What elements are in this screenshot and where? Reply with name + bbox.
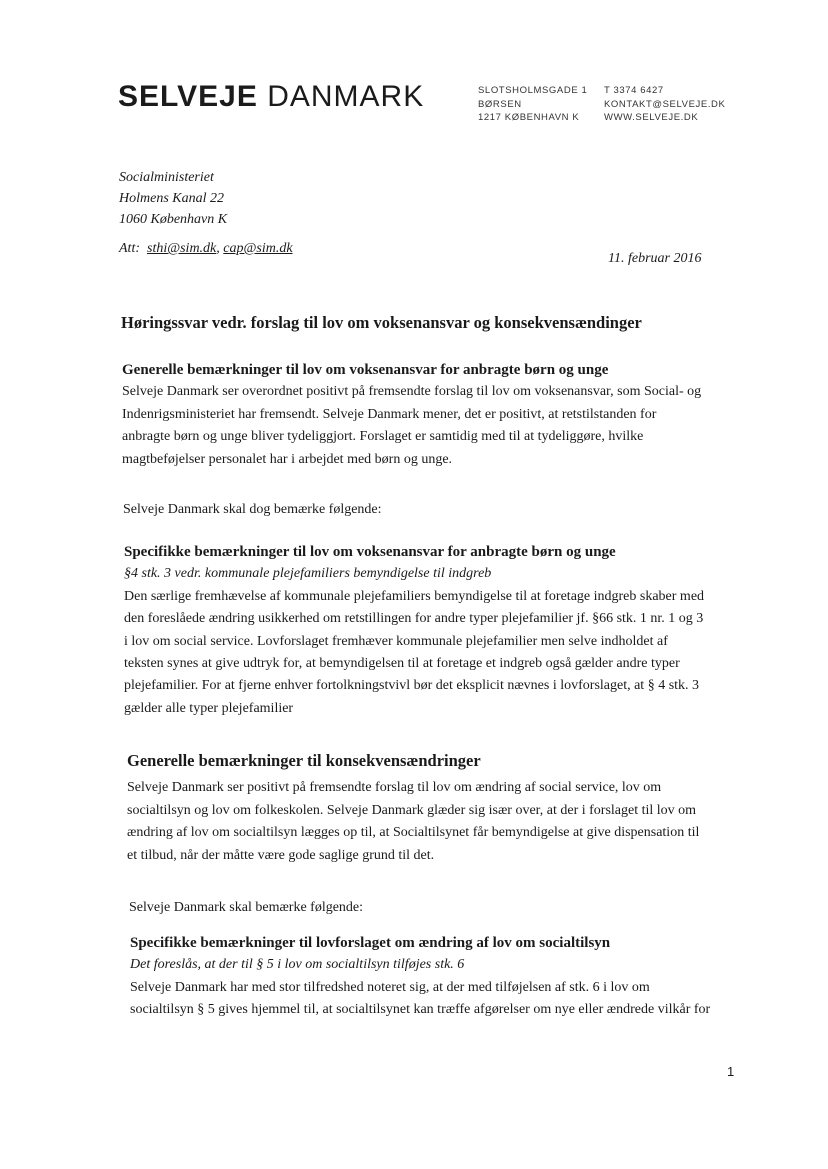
paragraph-line: socialtilsyn og lov om folkeskolen. Selveje Danmark glæder sig især over, at der i forslaget til lov om [127, 802, 697, 818]
section-heading: Generelle bemærkninger til konsekvensændringer [127, 751, 481, 770]
paragraph-line: socialtilsyn § 5 gives hjemmel til, at socialtilsynet kan træffe afgørelser om nye eller ændrede vilkår for [130, 1002, 711, 1018]
paragraph-line: Selveje Danmark ser overordnet positivt på fremsendte forslag til lov om voksenansvar, som Social- og [122, 384, 702, 400]
section-heading: Specifikke bemærkninger til lovforslaget om ændring af lov om socialtilsyn [130, 935, 611, 951]
logo-bold-text: SELVEJE [118, 80, 258, 113]
paragraph-line: et tilbud, når der måtte være gode saglige grund til det. [127, 847, 435, 863]
section-subheading: §4 stk. 3 vedr. kommunale plejefamiliers bemyndigelse til indgreb [124, 566, 492, 582]
section-general-remarks [122, 359, 742, 471]
letter-date: 11. februar 2016 [608, 251, 702, 266]
address-line: SLOTSHOLMSGADE 1 [478, 85, 588, 96]
recipient-line: Socialministeriet [119, 170, 214, 185]
address-line: BØRSEN [478, 98, 522, 110]
section-subheading: Det foreslås, at der til § 5 i lov om socialtilsyn tilføjes stk. 6 [130, 957, 465, 973]
paragraph-line: ændring af lov om socialtilsyn lægges op til, at Socialtilsynet får bemyndigelse at give dispensation til [127, 825, 700, 841]
paragraph-line: plejefamilier. For at fjerne enhver fortolkningstvivl bør det eksplicit nævnes i lovforslaget, at § 4 stk. 3 [124, 678, 700, 694]
paragraph-line: Selveje Danmark har med stor tilfredshed noteret sig, at der med tilføjelsen af stk. 6 i lov om [130, 979, 650, 995]
section-note: Selveje Danmark skal bemærke følgende: [129, 900, 364, 915]
section-heading: Generelle bemærkninger til lov om voksenansvar for anbragte børn og unge [122, 362, 609, 378]
contact-phone: T 3374 6427 [604, 85, 664, 96]
recipient-line: Holmens Kanal 22 [119, 191, 224, 206]
att-email-link[interactable]: cap@sim.dk [223, 241, 293, 256]
paragraph-line: Selveje Danmark ser positivt på fremsendte forslag til lov om ændring af social service, lov om [127, 780, 662, 796]
paragraph-line: gælder alle typer plejefamilier [124, 700, 294, 716]
contact-website[interactable]: WWW.SELVEJE.DK [604, 112, 699, 123]
paragraph-line: den foreslåede ændring usikkerhed om retstillingen for andre typer plejefamilier jf. §66 stk. 1 nr. 1 og 3 [124, 611, 704, 627]
att-email-link[interactable]: sthi@sim.dk [147, 241, 217, 256]
recipient-line: 1060 København K [119, 212, 228, 227]
att-label: Att: [119, 241, 140, 256]
paragraph-line: magtbeføjelser personalet har i arbejdet med børn og unge. [122, 451, 453, 467]
attention-line [119, 241, 293, 257]
paragraph-line: teksten synes at give udtryk for, at bemyndigelsen til at foretage et indgreb også gælder andre typer [124, 656, 680, 672]
section-consequential-general [127, 750, 747, 867]
address-line: 1217 KØBENHAVN K [478, 112, 580, 123]
contact-email[interactable]: KONTAKT@SELVEJE.DK [604, 98, 726, 110]
section-specific-remarks [124, 541, 744, 720]
paragraph-line: Indenrigsministeriet har fremsendt. Selveje Danmark mener, det er positivt, at retstilstanden for [122, 406, 657, 422]
page-number: 1 [727, 1064, 735, 1079]
address-block [478, 84, 587, 125]
section-heading: Specifikke bemærkninger til lov om voksenansvar for anbragte børn og unge [124, 544, 616, 560]
section-note: Selveje Danmark skal dog bemærke følgende: [123, 502, 382, 517]
paragraph-line: anbragte børn og unge bliver tydeliggjort. Forslaget er samtidig med til at tydeliggøre, hvilke [122, 429, 644, 445]
att-separator: , [216, 241, 220, 256]
paragraph-line: i lov om social service. Lovforslaget fremhæver kommunale plejefamilier men selve indholdet af [124, 633, 668, 649]
logo-light-text: DANMARK [267, 80, 425, 113]
document-title: Høringssvar vedr. forslag til lov om voksenansvar og konsekvensændinger [121, 313, 642, 332]
organization-logo [118, 80, 424, 114]
contact-block [604, 84, 725, 125]
paragraph-line: Den særlige fremhævelse af kommunale plejefamiliers bemyndigelse til at foretage indgreb skaber med [124, 588, 705, 604]
recipient-address [119, 167, 227, 230]
section-socialtilsyn-specific [130, 932, 750, 1022]
